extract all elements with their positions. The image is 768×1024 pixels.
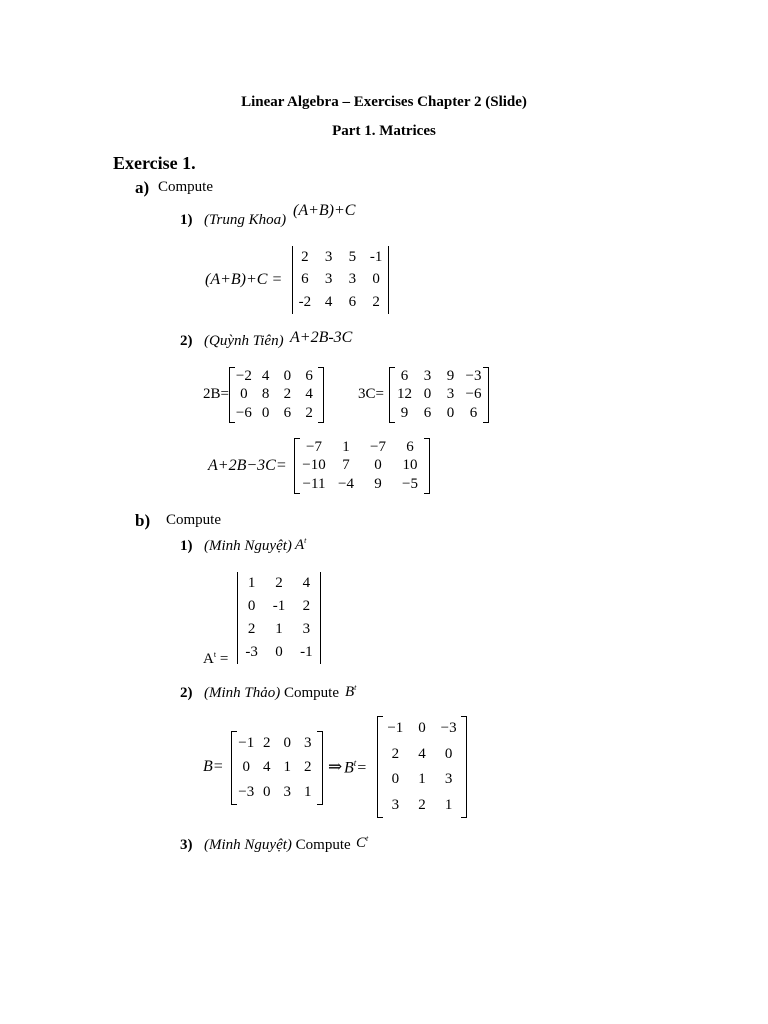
matrix-cell: 2 — [301, 248, 309, 265]
matrix-cell: 12 — [397, 386, 412, 403]
matrix-cell: −11 — [302, 476, 326, 493]
matrix-cell: 3 — [324, 248, 333, 265]
section-b-label: b) — [135, 511, 151, 530]
matrix-cell: 0 — [242, 759, 250, 776]
matrix-cell: 1 — [418, 771, 426, 788]
matrix-cell: 3 — [444, 771, 453, 788]
a1-author: (Trung Khoa) — [204, 212, 287, 228]
implies-arrow: ⇒ — [328, 757, 343, 776]
b2-lhs: B= — [203, 758, 224, 775]
b3-number: 3) — [180, 837, 193, 853]
matrix-cell: 3 — [302, 621, 311, 637]
matrix-cell: 2 — [418, 796, 426, 813]
matrix-b-transpose — [377, 716, 467, 818]
matrix-cell: 0 — [275, 644, 283, 660]
a2-3c-lhs: 3C= — [358, 386, 384, 402]
matrix-cell: 8 — [261, 386, 270, 403]
matrix-cell: 1 — [342, 438, 350, 455]
matrix-cell: 5 — [348, 248, 357, 265]
matrix-cell: 0 — [391, 771, 400, 788]
matrix-cell: 9 — [446, 367, 455, 384]
matrix-cell: 0 — [283, 734, 291, 751]
matrix-2b — [229, 367, 324, 423]
matrix-cell: -2 — [298, 294, 312, 311]
matrix-cell: −6 — [235, 405, 252, 422]
matrix-cell: −3 — [465, 367, 482, 384]
matrix-cell: 0 — [372, 271, 380, 288]
b2-expression: $B^t$ — [345, 683, 357, 700]
matrix-cell: 0 — [261, 405, 270, 422]
matrix-cell: -1 — [300, 644, 313, 660]
a1-lhs: (A+B)+C = — [205, 271, 283, 288]
matrix-cell: 9 — [400, 405, 409, 422]
matrix-cell: 6 — [301, 271, 309, 288]
a2-result-lhs: A+2B−3C= — [208, 457, 287, 474]
matrix-cell: 4 — [324, 294, 333, 311]
matrix-cell: 2 — [391, 745, 400, 762]
matrix-cell: −10 — [302, 457, 326, 474]
a1-expression: (A+B)+C — [293, 202, 356, 219]
matrix-cell: 9 — [374, 476, 382, 493]
matrix-cell: −7 — [306, 438, 322, 455]
a2-number: 2) — [180, 333, 193, 349]
matrix-cell: 4 — [263, 759, 271, 776]
matrix-cell: 3 — [324, 271, 333, 288]
b1-lhs: $A^t$ = — [203, 650, 229, 667]
matrix-cell: 10 — [402, 457, 418, 474]
matrix-cell: 6 — [406, 438, 414, 455]
matrix-cell: 2 — [372, 294, 380, 311]
matrix-cell: 4 — [418, 745, 426, 762]
matrix-cell: 2 — [305, 405, 313, 422]
matrix-cell: 4 — [261, 367, 270, 384]
document-title: Linear Algebra – Exercises Chapter 2 (Slide) — [241, 94, 527, 110]
section-a-compute: Compute — [158, 179, 213, 195]
a1-number: 1) — [180, 212, 193, 228]
matrix-cell: 2 — [263, 734, 271, 751]
matrix-3c — [389, 367, 489, 423]
matrix-cell: −2 — [235, 367, 252, 384]
section-a-label: a) — [135, 178, 150, 197]
matrix-cell: 3 — [423, 367, 432, 384]
section-b-compute: Compute — [166, 512, 221, 528]
matrix-cell: −5 — [402, 476, 418, 493]
b2-number: 2) — [180, 685, 193, 701]
b1-expression: $A^t$ — [295, 536, 307, 553]
exercise-heading: Exercise 1. — [113, 153, 196, 173]
matrix-cell: 2 — [302, 598, 311, 614]
matrix-cell: 3 — [283, 784, 291, 801]
b3-author-line: (Minh Nguyệt) Compute — [204, 837, 351, 853]
matrix-cell: 4 — [302, 575, 311, 591]
b1-number: 1) — [180, 538, 193, 554]
matrix-cell: 0 — [446, 405, 455, 422]
matrix-a-transpose — [237, 572, 321, 664]
matrix-cell: -1 — [272, 598, 286, 614]
matrix-cell: 6 — [400, 367, 409, 384]
matrix-cell: 2 — [283, 386, 292, 403]
matrix-cell: −3 — [238, 784, 255, 801]
a2-expression: A+2B-3C — [290, 329, 353, 346]
a2-2b-lhs: 2B= — [203, 386, 229, 402]
matrix-cell: 6 — [305, 367, 313, 384]
matrix-cell: 3 — [348, 271, 357, 288]
part-heading: Part 1. Matrices — [332, 123, 436, 139]
matrix-cell: 2 — [247, 621, 256, 637]
matrix-cell: −1 — [387, 720, 404, 737]
a2-author: (Quỳnh Tiên) — [204, 333, 284, 349]
matrix-cell: 2 — [275, 575, 283, 591]
matrix-cell: 0 — [247, 598, 256, 614]
b2-author-line: (Minh Thảo) Compute — [204, 685, 339, 701]
matrix-cell: 0 — [240, 386, 248, 403]
matrix-a2-result — [294, 438, 430, 494]
matrix-cell: 0 — [423, 386, 432, 403]
matrix-cell: 2 — [304, 759, 312, 776]
matrix-cell: 6 — [283, 405, 292, 422]
matrix-cell: -1 — [369, 248, 383, 265]
matrix-cell: −1 — [238, 734, 255, 751]
matrix-a1-result — [292, 246, 389, 314]
matrix-cell: -3 — [245, 644, 258, 660]
matrix-b — [231, 731, 323, 805]
matrix-cell: 6 — [423, 405, 432, 422]
matrix-cell: −7 — [370, 438, 386, 455]
b2-rhs: $B^t=$ — [344, 758, 368, 777]
matrix-cell: 0 — [374, 457, 382, 474]
matrix-cell: 1 — [444, 796, 453, 813]
matrix-cell: 0 — [418, 720, 426, 737]
matrix-cell: 1 — [283, 759, 291, 776]
matrix-cell: 3 — [391, 796, 400, 813]
b1-author: (Minh Nguyệt) — [204, 538, 292, 554]
matrix-cell: 1 — [247, 575, 256, 591]
matrix-cell: 0 — [283, 367, 292, 384]
matrix-cell: 0 — [263, 784, 271, 801]
matrix-cell: 1 — [304, 784, 312, 801]
matrix-cell: −3 — [440, 720, 457, 737]
matrix-cell: −6 — [465, 386, 482, 403]
matrix-cell: 0 — [444, 745, 453, 762]
matrix-cell: 3 — [304, 734, 312, 751]
matrix-cell: 7 — [342, 457, 350, 474]
matrix-cell: 4 — [305, 386, 313, 403]
matrix-cell: 1 — [275, 621, 283, 637]
matrix-cell: 6 — [469, 405, 478, 422]
matrix-cell: 6 — [348, 294, 357, 311]
matrix-cell: 3 — [446, 386, 455, 403]
matrix-cell: −4 — [338, 476, 354, 493]
b3-expression: $C^t$ — [356, 834, 369, 851]
